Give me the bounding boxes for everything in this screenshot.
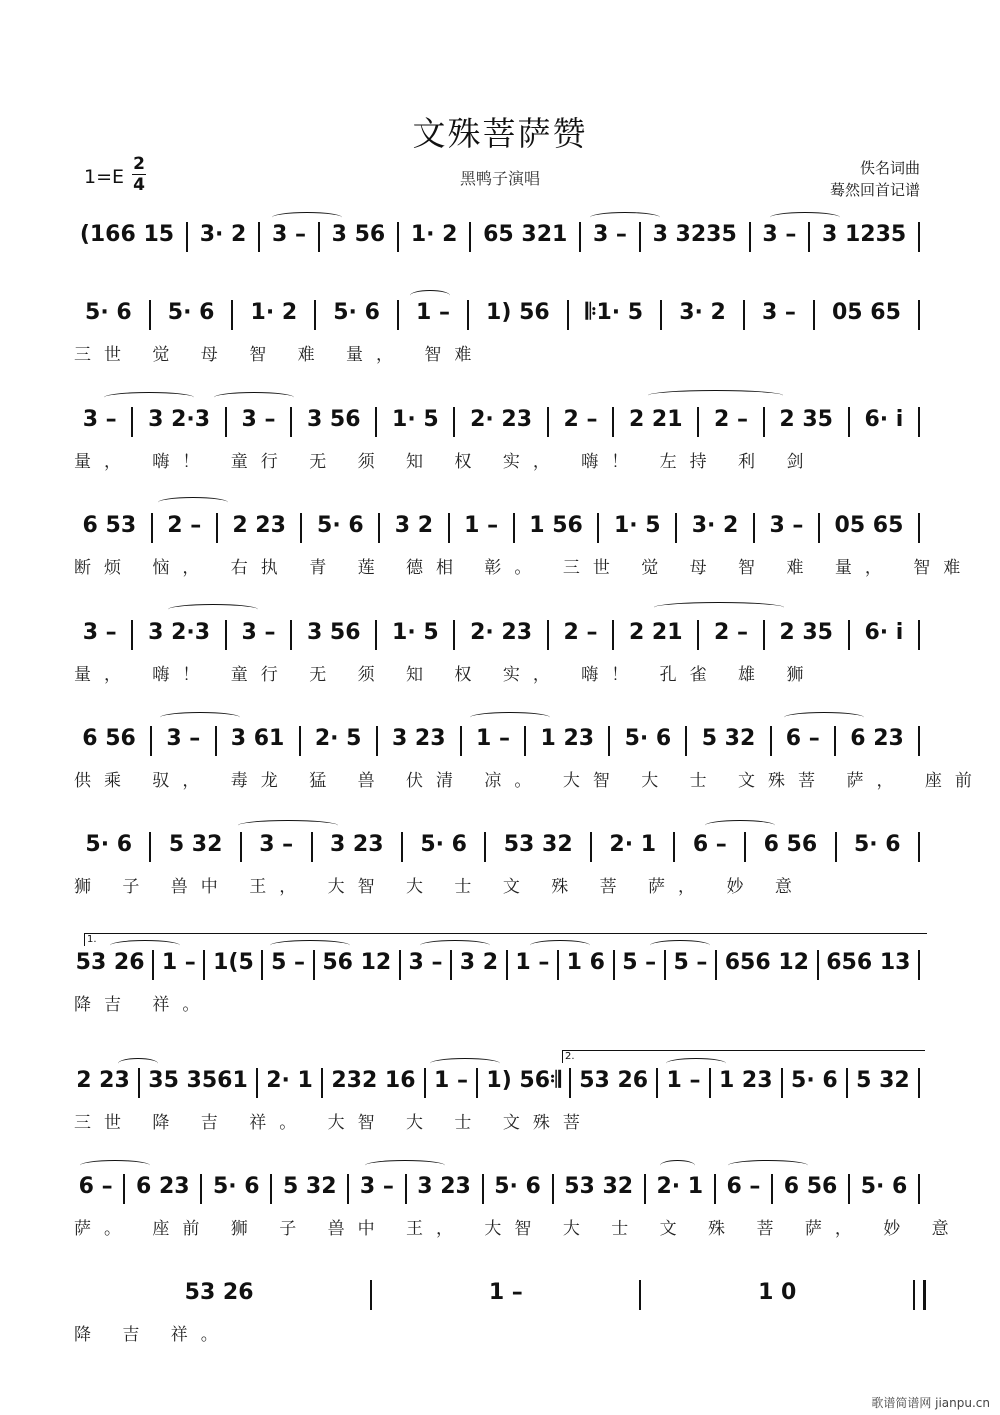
measure: 3 2·3	[148, 620, 211, 645]
measure: 5 32	[701, 726, 756, 751]
measure: 5 32	[856, 1068, 910, 1093]
barline	[203, 950, 205, 980]
lyrics-line: 量， 嗨！ 童行 无 须 知 权 实， 嗨！ 孔雀 雄 狮	[74, 665, 817, 685]
measure: 1 –	[666, 1068, 701, 1093]
measure: 6 23	[136, 1174, 190, 1199]
barline	[579, 222, 581, 252]
staff-row	[74, 222, 934, 292]
measure: 2 35	[779, 407, 833, 432]
barline	[314, 300, 316, 330]
tie-arc	[728, 1160, 808, 1171]
barline	[846, 1068, 848, 1098]
measure: 5· 6	[791, 1068, 838, 1093]
measure: 3 23	[391, 726, 446, 751]
measure: 3 –	[762, 222, 797, 247]
tie-arc	[270, 940, 350, 951]
measure: 656 12	[724, 950, 809, 975]
measure: 2 23	[232, 513, 286, 538]
barline	[311, 832, 313, 862]
measure: 53 32	[503, 832, 573, 857]
measure: 3 23	[417, 1174, 471, 1199]
measure: 1 –	[161, 950, 196, 975]
barline	[460, 726, 462, 756]
measure: 5· 6	[333, 300, 380, 325]
measure: 6 53	[82, 513, 137, 538]
measure: 1(5	[213, 950, 254, 975]
barline	[448, 513, 450, 543]
notes-line	[74, 1174, 926, 1208]
measure: 1 23	[540, 726, 595, 751]
measure: 5 32	[168, 832, 223, 857]
tie-arc	[158, 497, 228, 508]
barline	[376, 726, 378, 756]
barline	[918, 950, 920, 980]
measure: 5· 6	[167, 300, 215, 325]
lyricist-credit: 佚名词曲	[859, 159, 920, 177]
measure: 5 –	[622, 950, 657, 975]
watermark-footer: 歌谱简谱网 jianpu.cn	[871, 1396, 990, 1410]
lyrics-line: 降吉 祥。	[74, 995, 213, 1015]
staff-row	[74, 950, 934, 1020]
staff-row	[74, 832, 934, 902]
barline	[848, 407, 850, 437]
measure: 5· 6	[317, 513, 364, 538]
page-title: 文殊菩萨赞	[412, 114, 588, 153]
barline	[299, 726, 301, 756]
measure: 3 23	[329, 832, 384, 857]
measure: 6· i	[864, 620, 904, 645]
barline	[918, 620, 920, 650]
measure: 3 –	[769, 513, 804, 538]
tie-arc	[590, 212, 660, 223]
barline	[261, 950, 263, 980]
measure: 3 56	[306, 407, 361, 432]
measure: 3· 2	[679, 300, 726, 325]
tie-arc	[660, 1160, 695, 1171]
measure: 3 2	[394, 513, 434, 538]
measure: 1) 56𝄇	[486, 1068, 561, 1093]
barline	[918, 726, 920, 756]
measure: 2 23	[76, 1068, 130, 1093]
measure: 3 2	[459, 950, 499, 975]
measure: 1) 56	[486, 300, 550, 325]
barline	[918, 832, 920, 862]
tie-arc	[214, 392, 294, 403]
measure: 1· 2	[250, 300, 298, 325]
lyrics-line: 供乘 驭， 毒龙 猛 兽 伏清 凉。 大智 大 士 文殊菩 萨， 座前	[74, 771, 985, 791]
tie-arc	[238, 820, 338, 831]
measure: 2 –	[563, 407, 598, 432]
measure: 6· i	[864, 407, 904, 432]
barline	[149, 300, 151, 330]
measure: 5· 6	[85, 832, 133, 857]
notes-line	[74, 222, 926, 256]
measure: 1 –	[515, 950, 550, 975]
barline	[378, 513, 380, 543]
barline	[453, 407, 455, 437]
measure: 3 61	[230, 726, 285, 751]
measure: 3 56	[306, 620, 361, 645]
measure: 2 –	[167, 513, 202, 538]
barline	[644, 1174, 646, 1204]
barline	[848, 620, 850, 650]
tie-arc	[118, 1058, 158, 1069]
barline	[569, 1068, 571, 1098]
barline	[639, 1280, 641, 1310]
tie-arc	[168, 604, 258, 615]
barline	[476, 1068, 478, 1098]
barline	[424, 1068, 426, 1098]
measure: 1 –	[415, 300, 450, 325]
staff-row	[74, 300, 934, 370]
measure: 3 –	[359, 1174, 394, 1199]
lyrics-line: 断烦 恼， 右执 青 莲 德相 彰。 三世 觉 母 智 难 量， 智难	[74, 558, 974, 578]
tie-arc	[430, 1058, 500, 1069]
barline	[567, 300, 569, 330]
barline	[749, 222, 751, 252]
measure: 05 65	[832, 300, 901, 325]
barline	[225, 620, 227, 650]
measure: 53 26	[75, 950, 145, 975]
staff-row	[74, 620, 934, 690]
notes-line	[74, 726, 926, 760]
barline	[918, 1174, 920, 1204]
barline	[399, 950, 401, 980]
measure: 5· 6	[85, 300, 132, 325]
measure: 6 –	[692, 832, 727, 857]
tie-arc	[365, 1160, 445, 1171]
measure: 2· 23	[470, 407, 533, 432]
measure: 65 321	[483, 222, 568, 247]
barline	[817, 950, 819, 980]
barline	[639, 222, 641, 252]
barline	[370, 1280, 372, 1310]
tie-arc	[410, 290, 450, 301]
measure: 3 –	[82, 620, 117, 645]
barline	[397, 222, 399, 252]
barline	[918, 513, 920, 543]
lyrics-line: 三世 降 吉 祥。 大智 大 士 文殊菩	[74, 1113, 593, 1133]
barline	[714, 1174, 716, 1204]
measure: 6 –	[726, 1174, 761, 1199]
barline	[131, 620, 133, 650]
barline	[150, 726, 152, 756]
barline	[763, 407, 765, 437]
tie-arc	[654, 602, 784, 613]
measure: 35 3561	[148, 1068, 248, 1093]
measure: 5· 6	[212, 1174, 260, 1199]
measure: 1 6	[566, 950, 605, 975]
barline	[231, 300, 233, 330]
measure: 2 35	[779, 620, 833, 645]
measure: 6 –	[785, 726, 820, 751]
barline	[781, 1068, 783, 1098]
measure: 3 –	[259, 832, 294, 857]
barline	[467, 300, 469, 330]
barline	[215, 726, 217, 756]
barline	[763, 620, 765, 650]
barline	[270, 1174, 272, 1204]
barline	[313, 950, 315, 980]
measure: 2 21	[628, 407, 683, 432]
measure: 2 –	[713, 407, 748, 432]
barline	[138, 1068, 140, 1098]
notes-line	[74, 513, 926, 547]
measure: 3 3235	[652, 222, 737, 247]
measure: 1· 2	[410, 222, 458, 247]
measure: 6 –	[78, 1174, 113, 1199]
notes-line	[74, 1068, 926, 1102]
measure: 3 –	[761, 300, 796, 325]
measure: 2 –	[713, 620, 748, 645]
barline	[225, 407, 227, 437]
barline	[258, 222, 260, 252]
barline	[834, 726, 836, 756]
tie-arc	[648, 390, 783, 401]
barline	[818, 513, 820, 543]
key-signature: 1=E	[84, 166, 125, 188]
barline	[321, 1068, 323, 1098]
barline	[547, 407, 549, 437]
measure: 5 –	[271, 950, 306, 975]
measure: 2· 1	[656, 1174, 704, 1199]
staff-row	[74, 1068, 934, 1138]
measure: 1 0	[758, 1280, 797, 1305]
barline	[256, 1068, 258, 1098]
measure: 2 21	[628, 620, 683, 645]
measure: 5· 6	[853, 832, 901, 857]
barline	[673, 832, 675, 862]
measure: 56 12	[322, 950, 392, 975]
barline	[152, 950, 154, 980]
barline	[290, 407, 292, 437]
measure: 1 56	[529, 513, 583, 538]
barline	[709, 1068, 711, 1098]
measure: 𝄆1· 5	[585, 300, 644, 325]
barline	[612, 407, 614, 437]
barline	[918, 222, 920, 252]
barline	[318, 222, 320, 252]
notes-line	[74, 832, 926, 866]
performer-subtitle: 黑鸭子演唱	[459, 169, 540, 188]
tie-arc	[272, 212, 342, 223]
barline	[597, 513, 599, 543]
measure: 3 –	[592, 222, 627, 247]
barline	[590, 832, 592, 862]
lyrics-line: 量， 嗨！ 童行 无 须 知 权 实， 嗨！ 左持 利 剑	[74, 452, 817, 472]
measure: 1 –	[488, 1280, 523, 1305]
tie-arc	[470, 712, 550, 723]
tie-arc	[666, 1058, 726, 1069]
barline	[808, 222, 810, 252]
barline	[375, 407, 377, 437]
lyrics-line: 降 吉 祥。	[74, 1325, 231, 1345]
meter-bottom: 4	[133, 175, 145, 195]
staff-row	[74, 726, 985, 796]
measure: 1· 5	[392, 407, 439, 432]
notes-line	[74, 620, 926, 654]
barline	[771, 1174, 773, 1204]
barline	[484, 832, 486, 862]
barline	[397, 300, 399, 330]
measure: 53 26	[579, 1068, 649, 1093]
measure: 5· 6	[420, 832, 467, 857]
staff-row	[74, 1280, 934, 1350]
barline	[848, 1174, 850, 1204]
measure: 5· 6	[494, 1174, 541, 1199]
notes-line	[74, 407, 926, 441]
transcriber-credit: 蓦然回首记谱	[829, 181, 920, 199]
measure: 5 32	[282, 1174, 337, 1199]
measure: 656 13	[826, 950, 911, 975]
tie-arc	[160, 712, 240, 723]
measure: 3 2·3	[148, 407, 211, 432]
tie-arc	[104, 392, 194, 403]
barline	[697, 407, 699, 437]
barline	[200, 1174, 202, 1204]
measure: 3 –	[82, 407, 117, 432]
barline	[149, 832, 151, 862]
measure: 3 –	[241, 620, 276, 645]
barline	[552, 1174, 554, 1204]
barline	[608, 726, 610, 756]
barline	[375, 620, 377, 650]
barline	[656, 1068, 658, 1098]
barline	[613, 950, 615, 980]
measure: 53 26	[184, 1280, 254, 1305]
barline	[770, 726, 772, 756]
barline	[506, 950, 508, 980]
measure: 3· 2	[691, 513, 739, 538]
measure: 2 –	[563, 620, 598, 645]
barline	[401, 832, 403, 862]
barline	[123, 1174, 125, 1204]
barline	[715, 950, 717, 980]
tie-arc	[110, 940, 180, 951]
tie-arc	[530, 940, 590, 951]
barline	[557, 950, 559, 980]
staff-row	[74, 1174, 962, 1244]
measure: 3 –	[272, 222, 306, 247]
notes-line	[74, 300, 926, 334]
barline	[547, 620, 549, 650]
measure: 2· 1	[266, 1068, 313, 1093]
tie-arc	[80, 1160, 150, 1171]
measure: (166 15	[79, 222, 175, 247]
measure: 3· 2	[199, 222, 247, 247]
barline	[660, 300, 662, 330]
volta-2: 2.	[562, 1050, 925, 1063]
barline	[131, 407, 133, 437]
barline	[813, 300, 815, 330]
tie-arc	[420, 940, 490, 951]
barline	[290, 620, 292, 650]
measure: 3 56	[331, 222, 386, 247]
barline	[186, 222, 188, 252]
measure: 5· 6	[860, 1174, 908, 1199]
measure: 232 16	[331, 1068, 416, 1093]
tie-arc	[784, 712, 864, 723]
tie-arc	[705, 820, 775, 831]
barline	[347, 1174, 349, 1204]
barline	[743, 300, 745, 330]
measure: 6 56	[783, 1174, 838, 1199]
meter-top: 2	[133, 154, 145, 174]
measure: 1 23	[718, 1068, 773, 1093]
barline	[405, 1174, 407, 1204]
barline	[469, 222, 471, 252]
barline	[482, 1174, 484, 1204]
measure: 5· 6	[624, 726, 672, 751]
measure: 2· 23	[470, 620, 533, 645]
lyrics-line: 三世 觉 母 智 难 量， 智难	[74, 345, 485, 365]
barline	[685, 726, 687, 756]
barline	[240, 832, 242, 862]
tie-arc	[650, 940, 710, 951]
measure: 1 –	[433, 1068, 468, 1093]
measure: 2· 1	[609, 832, 657, 857]
notes-line	[74, 1280, 926, 1314]
barline	[453, 620, 455, 650]
staff-row	[74, 513, 974, 583]
barline	[918, 1068, 920, 1098]
measure: 3 1235	[822, 222, 907, 247]
barline	[216, 513, 218, 543]
barline	[612, 620, 614, 650]
measure: 3 –	[408, 950, 443, 975]
measure: 5 –	[673, 950, 708, 975]
measure: 1 –	[464, 513, 499, 538]
barline	[300, 513, 302, 543]
barline	[835, 832, 837, 862]
measure: 2· 5	[314, 726, 362, 751]
measure: 1· 5	[392, 620, 439, 645]
barline	[744, 832, 746, 862]
barline	[753, 513, 755, 543]
measure: 3 –	[166, 726, 201, 751]
barline	[524, 726, 526, 756]
measure: 6 23	[850, 726, 904, 751]
lyrics-line: 萨。 座前 狮 子 兽中 王， 大智 大 士 文 殊 菩 萨， 妙 意	[74, 1219, 962, 1239]
barline	[675, 513, 677, 543]
staff-row	[74, 407, 934, 477]
barline	[697, 620, 699, 650]
measure: 6 56	[763, 832, 818, 857]
barline	[913, 1280, 915, 1310]
barline	[918, 300, 920, 330]
measure: 6 56	[82, 726, 136, 751]
measure: 53 32	[564, 1174, 634, 1199]
volta-1: 1.	[84, 933, 927, 946]
barline	[918, 407, 920, 437]
notes-line	[74, 950, 926, 984]
measure: 1 –	[476, 726, 511, 751]
measure: 3 –	[241, 407, 276, 432]
barline	[664, 950, 666, 980]
lyrics-line: 狮 子 兽中 王， 大智 大 士 文 殊 菩 萨， 妙 意	[74, 877, 805, 897]
tie-arc	[770, 212, 840, 223]
barline	[151, 513, 153, 543]
barline	[513, 513, 515, 543]
measure: 1· 5	[613, 513, 661, 538]
barline	[450, 950, 452, 980]
measure: 05 65	[834, 513, 904, 538]
